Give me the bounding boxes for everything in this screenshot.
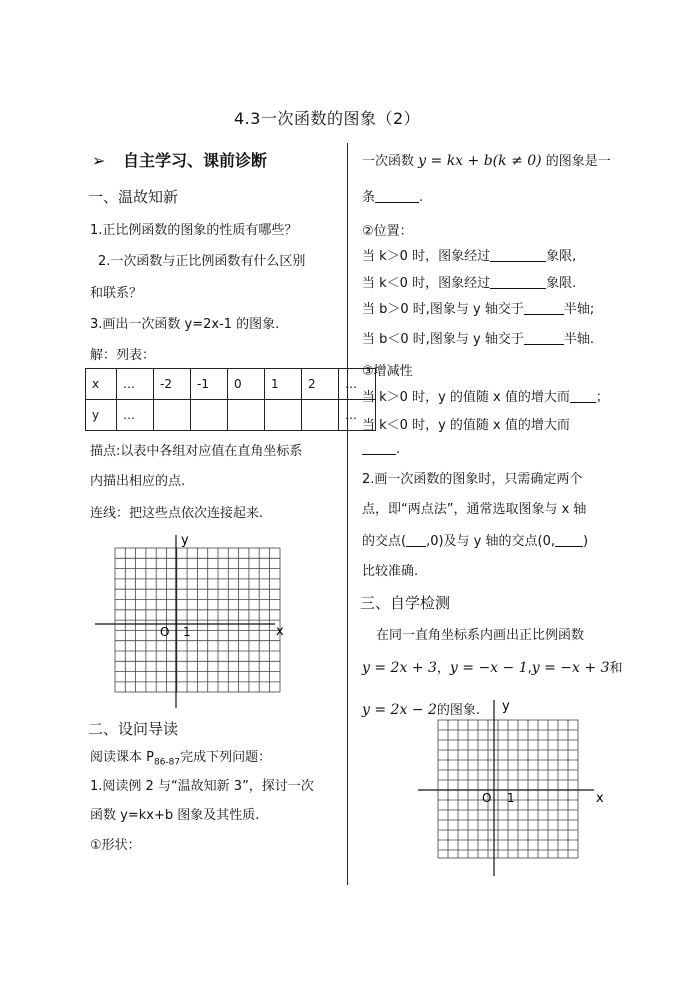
question-1: 1.正比例函数的图象的性质有哪些？ — [90, 223, 298, 238]
def-prefix: 一次函数 — [362, 154, 415, 169]
b-negative-line — [362, 328, 594, 347]
b-negative-suffix: 半轴. — [563, 332, 595, 347]
table-cell: -1 — [191, 369, 228, 400]
table-row — [86, 400, 376, 431]
decreasing-suffix: . — [396, 442, 401, 457]
section-3-title: 三、自学检测 — [360, 594, 451, 612]
reading-instruction — [90, 746, 271, 768]
two-point-line-3 — [362, 530, 588, 549]
shape-suffix: . — [419, 190, 424, 205]
position-label: ②位置： — [362, 224, 413, 239]
k-negative-text: 当 k＜0 时，图象经过 — [362, 276, 491, 291]
function-2: y = −x − 1 — [449, 660, 528, 676]
connect-instruction: 连线：把这些点依次连接起来. — [90, 506, 264, 521]
table-cell: -2 — [154, 369, 191, 400]
unit-label: 1 — [183, 625, 191, 639]
decreasing-line: 当 k＜0 时，y 的值随 x 值的增大而 — [362, 418, 570, 433]
origin-label: O — [482, 791, 492, 805]
increasing-text: 当 k＞0 时，y 的值随 x 值的增大而 — [362, 390, 570, 405]
value-table — [85, 368, 376, 431]
k-positive-text: 当 k＞0 时，图象经过 — [362, 249, 491, 264]
shape-answer-line — [362, 186, 423, 205]
table-cell — [154, 400, 191, 431]
functions-line-1 — [362, 657, 623, 676]
table-cell: 2 — [302, 369, 339, 400]
linear-formula: y = kx + b(k ≠ 0) — [418, 153, 542, 169]
question-2-line-2: 和联系？ — [90, 286, 143, 301]
table-cell — [228, 400, 265, 431]
trend-blank[interactable] — [362, 440, 396, 455]
coordinate-grid-left — [90, 530, 290, 710]
table-cell: … — [339, 400, 376, 431]
shape-blank[interactable] — [375, 188, 419, 203]
table-cell — [265, 400, 302, 431]
b-positive-line — [362, 298, 594, 317]
table-cell: y — [86, 400, 117, 431]
increasing-line — [362, 386, 609, 405]
function-1: y = 2x + 3 — [362, 660, 437, 676]
self-check-instruction: 在同一直角坐标系内画出正比例函数 — [376, 628, 585, 643]
reading-suffix: 完成下列问题： — [180, 750, 272, 765]
linear-function-definition — [362, 150, 611, 169]
quadrant-blank[interactable] — [490, 247, 546, 262]
intercept-mid: ,0)及与 y 轴的交点(0, — [426, 534, 555, 549]
x-intercept-blank[interactable] — [406, 532, 426, 547]
two-point-line-2: 点，即“两点法”，通常选取图象与 x 轴 — [362, 502, 587, 517]
table-cell: 0 — [228, 369, 265, 400]
section-2-title: 二、设问导读 — [88, 720, 179, 738]
unit-label: 1 — [507, 791, 515, 805]
reading-prefix: 阅读课本 P — [90, 750, 154, 765]
trend-blank[interactable] — [570, 388, 596, 403]
separator: , — [527, 661, 532, 676]
table-cell: … — [339, 369, 376, 400]
b-positive-text: 当 b＞0 时,图象与 y 轴交于 — [362, 302, 524, 317]
plot-instruction-line-2: 内描出相应的点. — [90, 474, 186, 489]
arrow-icon: ➢ — [92, 151, 106, 170]
quadrant-blank[interactable] — [490, 274, 546, 289]
k-positive-suffix: 象限, — [546, 249, 577, 264]
shape-prefix: 条 — [362, 190, 376, 205]
read-question-line-2: 函数 y=kx+b 图象及其性质. — [90, 808, 260, 823]
increasing-suffix: ； — [595, 390, 609, 405]
k-positive-line — [362, 245, 576, 264]
def-suffix: 的图象是一 — [545, 154, 611, 169]
table-cell: 1 — [265, 369, 302, 400]
table-row — [86, 369, 376, 400]
k-negative-suffix: 象限. — [546, 276, 577, 291]
question-3: 3.画出一次函数 y=2x-1 的图象. — [90, 317, 280, 332]
function-4: y = 2x − 2 — [362, 702, 437, 718]
table-cell — [302, 400, 339, 431]
b-positive-suffix: 半轴; — [563, 302, 595, 317]
coordinate-grid-right — [412, 696, 612, 878]
section-heading — [92, 148, 267, 171]
function-3: y = −x + 3 — [531, 660, 610, 676]
origin-label: O — [160, 625, 170, 639]
section-heading-text: 自主学习、课前诊断 — [122, 151, 267, 170]
page-range: 86-87 — [153, 757, 181, 768]
intercept-suffix: ) — [583, 534, 589, 549]
decreasing-answer — [362, 440, 400, 457]
intercept-x-prefix: 的交点( — [362, 534, 407, 549]
two-point-line-4: 比较准确. — [362, 564, 419, 579]
y-intercept-blank[interactable] — [555, 532, 583, 547]
separator: ， — [436, 661, 450, 676]
section-1-title: 一、温故知新 — [88, 188, 179, 206]
column-divider — [347, 143, 348, 885]
x-axis-label: x — [596, 791, 604, 806]
table-cell: x — [86, 369, 117, 400]
question-2-line-1: 2.一次函数与正比例函数有什么区别 — [98, 254, 306, 269]
plot-instruction-line-1: 描点:以表中各组对应值在直角坐标系 — [90, 444, 303, 459]
half-axis-blank[interactable] — [524, 300, 564, 315]
x-axis-label: x — [276, 624, 284, 639]
and-word: 和 — [609, 661, 623, 676]
solution-label: 解：列表： — [90, 348, 156, 363]
function-4-suffix: 的图象. — [436, 703, 481, 718]
half-axis-blank[interactable] — [524, 330, 564, 345]
shape-label: ①形状： — [90, 838, 141, 853]
b-negative-text: 当 b＜0 时,图象与 y 轴交于 — [362, 332, 524, 347]
y-axis-label: y — [502, 699, 510, 714]
table-cell — [191, 400, 228, 431]
monotonicity-label: ③增减性 — [362, 364, 413, 379]
table-cell: … — [117, 400, 154, 431]
table-cell: … — [117, 369, 154, 400]
k-negative-line — [362, 272, 576, 291]
two-point-line-1: 2.画一次函数的图象时，只需确定两个 — [362, 472, 583, 487]
page-title: 4.3一次函数的图象（2） — [234, 109, 421, 128]
read-question-line-1: 1.阅读例 2 与“温故知新 3”，探讨一次 — [90, 779, 314, 794]
y-axis-label: y — [181, 533, 189, 548]
